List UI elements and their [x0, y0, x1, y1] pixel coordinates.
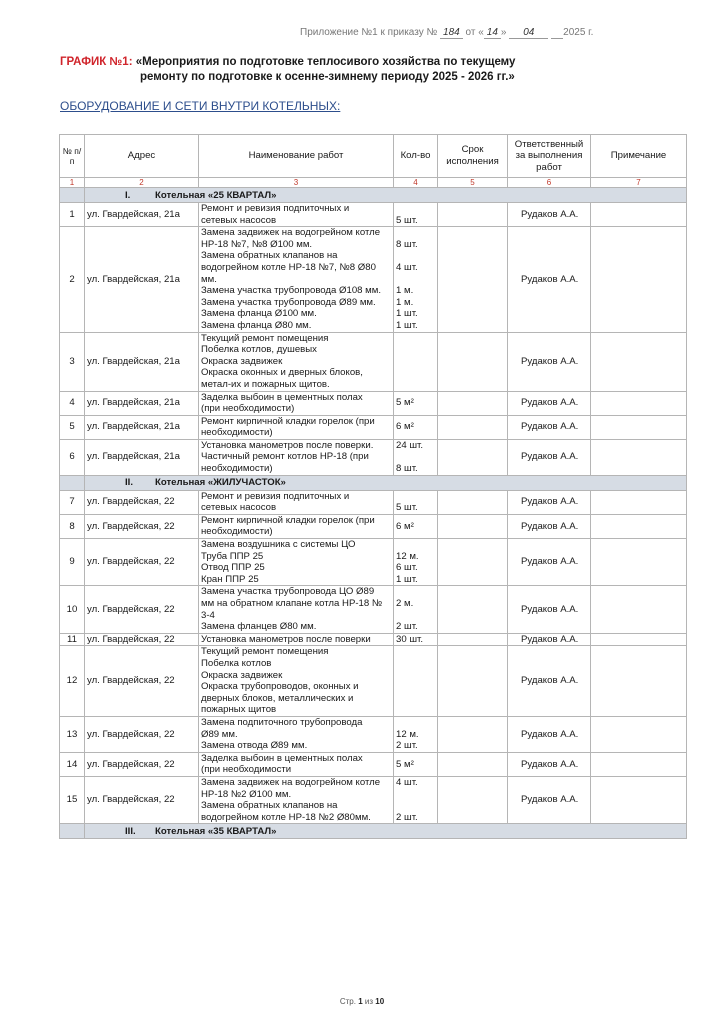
row-number: 11: [60, 633, 85, 646]
work-line: необходимости): [201, 463, 273, 475]
section-row: [60, 824, 687, 839]
work-line: мм на обратном клапане котла НР-18 №: [201, 598, 383, 609]
row-responsible: Рудаков А.А.: [508, 203, 591, 227]
work-line: НР-18 №2 Ø100 мм.: [201, 788, 292, 800]
work-line: сетевых насосов: [201, 214, 277, 226]
section-title-cell: [85, 824, 687, 839]
row-deadline: [438, 227, 508, 332]
table-row: [60, 539, 687, 586]
qty-line: 2 шт.: [396, 621, 418, 633]
footer-total: 10: [375, 997, 385, 1006]
row-responsible: Рудаков А.А.: [508, 539, 591, 586]
qty-line: 5 м²: [396, 397, 414, 409]
work-line: Кран ППР 25: [201, 573, 259, 585]
row-work: [199, 586, 394, 633]
row-address: ул. Гвардейская, 21а: [85, 415, 199, 439]
row-deadline: [438, 332, 508, 391]
qty-line: 2 шт.: [396, 811, 418, 823]
row-work: [199, 514, 394, 538]
row-number: 10: [60, 586, 85, 633]
work-line: Заделка выбоин в цементных полах: [201, 391, 363, 403]
table-header-row: [60, 135, 687, 178]
qty-line: [396, 203, 435, 215]
row-work: [199, 227, 394, 332]
row-responsible: Рудаков А.А.: [508, 646, 591, 717]
row-responsible: Рудаков А.А.: [508, 490, 591, 514]
table-row: [60, 776, 687, 823]
work-line: Замена участка трубопровода Ø89 мм.: [201, 296, 376, 308]
row-qty: [394, 490, 438, 514]
row-work: [199, 752, 394, 776]
table-row: [60, 633, 687, 646]
table-row: [60, 716, 687, 752]
section-roman: II.: [125, 477, 133, 489]
qty-line: 2 шт.: [396, 740, 418, 752]
qty-line: 5 м²: [396, 758, 414, 770]
order-month: 04: [509, 27, 548, 39]
qty-line: [396, 491, 435, 503]
qty-line: 1 шт.: [396, 308, 418, 320]
table-row: [60, 752, 687, 776]
row-deadline: [438, 633, 508, 646]
appendix-reference: [300, 27, 692, 38]
qty-line: 1 м.: [396, 296, 414, 308]
work-line: НР-18 №7, №8 Ø100 мм.: [201, 238, 313, 250]
row-number: 2: [60, 227, 85, 332]
row-address: ул. Гвардейская, 22: [85, 776, 199, 823]
row-note: [591, 439, 687, 475]
row-address: ул. Гвардейская, 21а: [85, 439, 199, 475]
row-responsible: Рудаков А.А.: [508, 439, 591, 475]
table-body: [60, 188, 687, 839]
row-note: [591, 332, 687, 391]
work-line: водогрейном котле НР-18 №2 Ø80мм.: [201, 811, 371, 823]
section-heading: ОБОРУДОВАНИЕ И СЕТИ ВНУТРИ КОТЕЛЬНЫХ:: [60, 99, 341, 113]
work-line: Текущий ремонт помещения: [201, 332, 329, 344]
work-line: метал-их и пожарных щитов.: [201, 378, 330, 390]
work-line: Ø89 мм.: [201, 728, 238, 740]
row-number: 7: [60, 490, 85, 514]
qty-line: 5 шт.: [396, 502, 418, 514]
qty-line: [396, 789, 435, 801]
row-address: ул. Гвардейская, 21а: [85, 227, 199, 332]
qty-line: 1 шт.: [396, 319, 418, 331]
row-work: [199, 716, 394, 752]
row-number: 9: [60, 539, 85, 586]
row-deadline: [438, 490, 508, 514]
qty-line: 8 шт.: [396, 238, 418, 250]
row-address: ул. Гвардейская, 22: [85, 633, 199, 646]
header-number: № п/п: [60, 135, 85, 178]
footer-page: 1: [358, 997, 363, 1006]
column-number: 5: [438, 178, 508, 188]
blank-line: [551, 27, 563, 39]
header-note: Примечание: [591, 135, 687, 178]
row-responsible: Рудаков А.А.: [508, 752, 591, 776]
work-line: Окраска оконных и дверных блоков,: [201, 367, 363, 379]
work-line: необходимости): [201, 526, 273, 538]
work-line: (при необходимости: [201, 764, 292, 776]
work-line: Установка манометров после поверки: [201, 633, 371, 645]
row-number: 1: [60, 203, 85, 227]
document-title: [60, 55, 700, 85]
row-qty: [394, 586, 438, 633]
work-line: необходимости): [201, 427, 273, 439]
qty-line: [396, 610, 435, 622]
qty-line: 4 шт.: [396, 261, 418, 273]
row-work: [199, 633, 394, 646]
quote-close: »: [500, 27, 507, 38]
row-work: [199, 776, 394, 823]
work-line: Частичный ремонт котлов НР-18 (при: [201, 451, 369, 463]
table-row: [60, 586, 687, 633]
row-address: ул. Гвардейская, 22: [85, 539, 199, 586]
work-line: Замена задвижек на водогрейном котле: [201, 227, 381, 239]
row-address: ул. Гвардейская, 22: [85, 752, 199, 776]
page-footer: [0, 997, 724, 1006]
work-line: Замена обратных клапанов на: [201, 800, 338, 812]
qty-line: [396, 800, 435, 812]
section-name: Котельная «35 КВАРТАЛ»: [155, 825, 277, 837]
header-responsible: Ответственный за выполнения работ: [508, 135, 591, 178]
qty-line: 12 м.: [396, 550, 419, 562]
column-number: 3: [199, 178, 394, 188]
work-line: Текущий ремонт помещения: [201, 646, 329, 658]
qty-line: 4 шт.: [396, 776, 418, 788]
table-row: [60, 439, 687, 475]
from-word: от «: [465, 27, 484, 38]
row-number: 15: [60, 776, 85, 823]
order-year: 2025 г.: [563, 27, 594, 38]
work-line: пожарных щитов: [201, 704, 277, 716]
qty-line: 1 м.: [396, 285, 414, 297]
row-responsible: Рудаков А.А.: [508, 415, 591, 439]
row-number: 8: [60, 514, 85, 538]
row-address: ул. Гвардейская, 22: [85, 586, 199, 633]
row-responsible: Рудаков А.А.: [508, 633, 591, 646]
work-line: Ремонт и ревизия подпиточных и: [201, 203, 350, 214]
work-line: Ремонт кирпичной кладки горелок (при: [201, 415, 375, 427]
row-qty: [394, 633, 438, 646]
header-address: Адрес: [85, 135, 199, 178]
column-number: 7: [591, 178, 687, 188]
row-number: 12: [60, 646, 85, 717]
row-responsible: Рудаков А.А.: [508, 332, 591, 391]
order-day: 14: [484, 27, 501, 39]
work-line: Замена фланца Ø80 мм.: [201, 319, 312, 331]
title-label: ГРАФИК №1:: [60, 56, 133, 68]
row-work: [199, 332, 394, 391]
qty-line: [396, 250, 435, 262]
section-row: [60, 188, 687, 203]
table-row: [60, 227, 687, 332]
work-line: Замена фланцев Ø80 мм.: [201, 621, 317, 633]
qty-line: [396, 539, 435, 551]
footer-of: из: [364, 997, 374, 1006]
qty-line: [396, 586, 435, 598]
column-number: 1: [60, 178, 85, 188]
works-table: [59, 134, 687, 839]
row-work: [199, 391, 394, 415]
row-deadline: [438, 646, 508, 717]
work-line: Окраска трубопроводов, оконных и: [201, 681, 359, 693]
work-line: Ремонт кирпичной кладки горелок (при: [201, 514, 375, 526]
header-work: Наименование работ: [199, 135, 394, 178]
row-work: [199, 203, 394, 227]
qty-line: 6 м²: [396, 520, 414, 532]
work-line: Замена задвижек на водогрейном котле: [201, 776, 381, 788]
row-deadline: [438, 539, 508, 586]
column-numbers-row: [60, 178, 687, 188]
work-line: Замена участка трубопровода Ø108 мм.: [201, 285, 382, 297]
row-number: 4: [60, 391, 85, 415]
work-line: Побелка котлов, душевых: [201, 344, 317, 356]
row-deadline: [438, 586, 508, 633]
qty-line: 30 шт.: [396, 633, 424, 645]
row-responsible: Рудаков А.А.: [508, 586, 591, 633]
row-number: 5: [60, 415, 85, 439]
row-number: 14: [60, 752, 85, 776]
row-note: [591, 415, 687, 439]
row-note: [591, 716, 687, 752]
section-number-cell: [60, 475, 85, 490]
qty-line: 2 м.: [396, 598, 414, 609]
work-line: Установка манометров после поверки.: [201, 439, 374, 451]
row-number: 3: [60, 332, 85, 391]
row-number: 13: [60, 716, 85, 752]
section-roman: I.: [125, 189, 131, 201]
qty-line: [396, 451, 435, 463]
row-address: ул. Гвардейская, 21а: [85, 332, 199, 391]
qty-line: 6 м²: [396, 421, 414, 433]
qty-line: [396, 717, 435, 729]
row-address: ул. Гвардейская, 22: [85, 490, 199, 514]
table-row: [60, 415, 687, 439]
table-row: [60, 490, 687, 514]
row-work: [199, 646, 394, 717]
table-row: [60, 514, 687, 538]
qty-line: 6 шт.: [396, 562, 418, 574]
title-line-1: «Мероприятия по подготовке теплосивого хозяйства по текущему: [135, 56, 516, 68]
row-note: [591, 203, 687, 227]
row-deadline: [438, 203, 508, 227]
header-qty: Кол-во: [394, 135, 438, 178]
section-number-cell: [60, 188, 85, 203]
row-note: [591, 776, 687, 823]
row-work: [199, 539, 394, 586]
work-line: Замена участка трубопровода ЦО Ø89: [201, 586, 375, 598]
work-line: Труба ППР 25: [201, 550, 264, 562]
column-number: 2: [85, 178, 199, 188]
row-work: [199, 439, 394, 475]
table-row: [60, 203, 687, 227]
work-line: Замена отвода Ø89 мм.: [201, 740, 308, 752]
qty-line: [396, 227, 435, 239]
work-line: Отвод ППР 25: [201, 562, 265, 574]
row-note: [591, 391, 687, 415]
row-deadline: [438, 716, 508, 752]
row-qty: [394, 203, 438, 227]
qty-line: 12 м.: [396, 728, 419, 740]
section-title-cell: [85, 188, 687, 203]
qty-line: 8 шт.: [396, 463, 418, 475]
qty-line: 5 шт.: [396, 214, 418, 226]
section-row: [60, 475, 687, 490]
row-deadline: [438, 415, 508, 439]
section-name: Котельная «25 КВАРТАЛ»: [155, 189, 277, 201]
row-note: [591, 752, 687, 776]
row-qty: [394, 646, 438, 717]
row-responsible: Рудаков А.А.: [508, 776, 591, 823]
header-deadline: Срок исполнения: [438, 135, 508, 178]
table-row: [60, 391, 687, 415]
row-address: ул. Гвардейская, 22: [85, 716, 199, 752]
row-note: [591, 586, 687, 633]
row-deadline: [438, 391, 508, 415]
row-qty: [394, 776, 438, 823]
work-line: Замена обратных клапанов на: [201, 250, 338, 262]
row-address: ул. Гвардейская, 21а: [85, 391, 199, 415]
row-note: [591, 539, 687, 586]
footer-prefix: Стр.: [339, 997, 356, 1006]
table-row: [60, 332, 687, 391]
section-name: Котельная «ЖИЛУЧАСТОК»: [155, 477, 286, 489]
table-row: [60, 646, 687, 717]
qty-line: [396, 274, 435, 286]
row-qty: [394, 716, 438, 752]
row-address: ул. Гвардейская, 22: [85, 646, 199, 717]
order-number: 184: [440, 27, 463, 39]
row-qty: [394, 439, 438, 475]
row-qty: [394, 514, 438, 538]
row-deadline: [438, 439, 508, 475]
work-line: мм.: [201, 273, 217, 285]
work-line: 3-4: [201, 609, 215, 621]
row-note: [591, 490, 687, 514]
qty-line: 24 шт.: [396, 439, 424, 451]
row-deadline: [438, 776, 508, 823]
row-responsible: Рудаков А.А.: [508, 716, 591, 752]
row-responsible: Рудаков А.А.: [508, 391, 591, 415]
work-line: Замена фланца Ø100 мм.: [201, 308, 317, 320]
row-qty: [394, 227, 438, 332]
work-line: (при необходимости): [201, 403, 295, 415]
work-line: Заделка выбоин в цементных полах: [201, 752, 363, 764]
row-responsible: Рудаков А.А.: [508, 514, 591, 538]
work-line: Замена воздушника с системы ЦО: [201, 539, 356, 551]
row-work: [199, 490, 394, 514]
row-address: ул. Гвардейская, 21а: [85, 203, 199, 227]
row-responsible: Рудаков А.А.: [508, 227, 591, 332]
column-number: 6: [508, 178, 591, 188]
work-line: Окраска задвижек: [201, 355, 283, 367]
row-qty: [394, 332, 438, 391]
section-title-cell: [85, 475, 687, 490]
row-note: [591, 633, 687, 646]
row-work: [199, 415, 394, 439]
column-number: 4: [394, 178, 438, 188]
row-note: [591, 514, 687, 538]
work-line: Замена подпиточного трубопровода: [201, 716, 363, 728]
work-line: Окраска задвижек: [201, 669, 283, 681]
section-roman: III.: [125, 825, 136, 837]
work-line: сетевых насосов: [201, 502, 277, 514]
row-deadline: [438, 514, 508, 538]
row-qty: [394, 752, 438, 776]
work-line: Побелка котлов: [201, 657, 272, 669]
work-line: Ремонт и ревизия подпиточных и: [201, 490, 350, 502]
row-qty: [394, 539, 438, 586]
row-qty: [394, 415, 438, 439]
row-qty: [394, 391, 438, 415]
section-number-cell: [60, 824, 85, 839]
work-line: дверных блоков, металлических и: [201, 692, 354, 704]
row-number: 6: [60, 439, 85, 475]
appendix-prefix: Приложение №1 к приказу №: [300, 27, 438, 38]
row-note: [591, 646, 687, 717]
row-deadline: [438, 752, 508, 776]
row-address: ул. Гвардейская, 22: [85, 514, 199, 538]
qty-line: 1 шт.: [396, 573, 418, 585]
row-note: [591, 227, 687, 332]
work-line: водогрейном котле НР-18 №7, №8 Ø80: [201, 261, 376, 273]
title-line-2: ремонту по подготовке к осенне-зимнему периоду 2025 - 2026 гг.»: [140, 71, 515, 83]
